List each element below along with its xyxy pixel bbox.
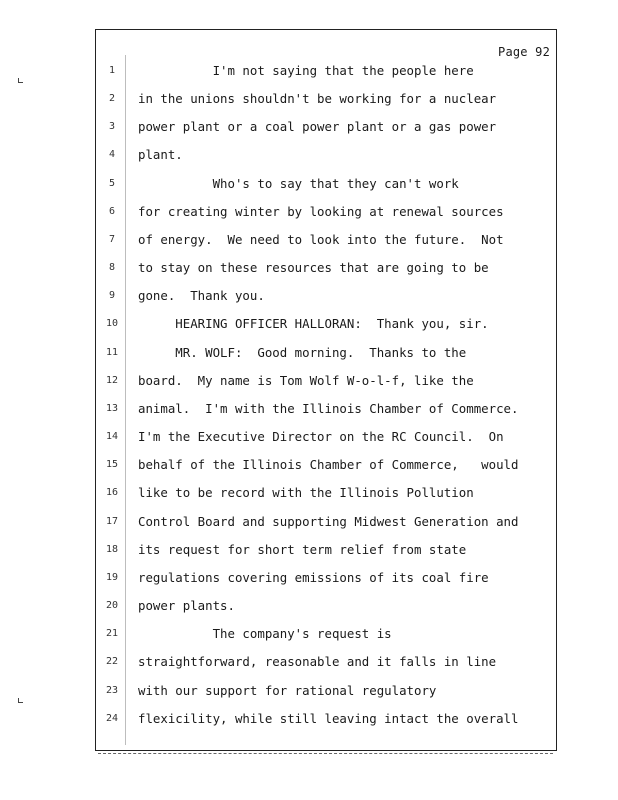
- line-number: 11: [105, 347, 119, 358]
- transcript-line: [95, 542, 555, 562]
- line-number: 12: [105, 375, 119, 386]
- line-text: power plants.: [138, 598, 235, 613]
- line-number: 9: [108, 290, 116, 301]
- line-number: 17: [105, 516, 119, 527]
- line-number: 24: [105, 713, 119, 724]
- transcript-line: [95, 598, 555, 618]
- line-text: of energy. We need to look into the future. Not: [138, 232, 504, 247]
- line-number: 13: [105, 403, 119, 414]
- line-text: regulations covering emissions of its coal fire: [138, 570, 489, 585]
- transcript-line: [95, 176, 555, 196]
- transcript-line: [95, 316, 555, 336]
- line-number: 21: [105, 628, 119, 639]
- line-number: 10: [105, 318, 119, 329]
- transcript-line: [95, 232, 555, 252]
- transcript-line: [95, 204, 555, 224]
- transcript-line: [95, 711, 555, 731]
- line-text: flexicility, while still leaving intact the overall: [138, 711, 519, 726]
- transcript-line: [95, 401, 555, 421]
- transcript-line: [95, 457, 555, 477]
- line-text: I'm not saying that the people here: [138, 63, 474, 78]
- line-text: behalf of the Illinois Chamber of Commerce, would: [138, 457, 519, 472]
- line-text: Who's to say that they can't work: [138, 176, 459, 191]
- line-number: 2: [108, 93, 116, 104]
- transcript-line: [95, 119, 555, 139]
- line-number: 14: [105, 431, 119, 442]
- line-number: 4: [108, 149, 116, 160]
- line-text: for creating winter by looking at renewal sources: [138, 204, 504, 219]
- line-text: plant.: [138, 147, 183, 162]
- scan-speck: [18, 698, 23, 703]
- line-number: 19: [105, 572, 119, 583]
- line-text: Control Board and supporting Midwest Generation and: [138, 514, 519, 529]
- transcript-body: [95, 63, 557, 739]
- line-text: HEARING OFFICER HALLORAN: Thank you, sir.: [138, 316, 489, 331]
- line-text: The company's request is: [138, 626, 392, 641]
- transcript-line: [95, 260, 555, 280]
- scan-speck: [18, 78, 23, 83]
- transcript-line: [95, 63, 555, 83]
- line-text: board. My name is Tom Wolf W-o-l-f, like the: [138, 373, 474, 388]
- transcript-line: [95, 147, 555, 167]
- transcript-line: [95, 485, 555, 505]
- page-number: Page 92: [498, 45, 550, 59]
- transcript-line: [95, 654, 555, 674]
- line-number: 15: [105, 459, 119, 470]
- transcript-line: [95, 429, 555, 449]
- line-number: 7: [108, 234, 116, 245]
- transcript-line: [95, 91, 555, 111]
- line-number: 20: [105, 600, 119, 611]
- line-text: to stay on these resources that are going to be: [138, 260, 489, 275]
- line-text: with our support for rational regulatory: [138, 683, 437, 698]
- line-text: straightforward, reasonable and it falls in line: [138, 654, 497, 669]
- line-text: like to be record with the Illinois Pollution: [138, 485, 474, 500]
- line-text: MR. WOLF: Good morning. Thanks to the: [138, 345, 467, 360]
- line-text: in the unions shouldn't be working for a nuclear: [138, 91, 497, 106]
- transcript-line: [95, 683, 555, 703]
- line-text: power plant or a coal power plant or a gas power: [138, 119, 497, 134]
- line-text: I'm the Executive Director on the RC Council. On: [138, 429, 504, 444]
- line-number: 6: [108, 206, 116, 217]
- bottom-scan-edge: [98, 753, 553, 754]
- transcript-line: [95, 345, 555, 365]
- line-number: 8: [108, 262, 116, 273]
- line-number: 5: [108, 178, 116, 189]
- transcript-line: [95, 373, 555, 393]
- line-text: its request for short term relief from state: [138, 542, 467, 557]
- line-number: 1: [108, 65, 116, 76]
- line-number: 22: [105, 656, 119, 667]
- transcript-line: [95, 570, 555, 590]
- line-number: 23: [105, 685, 119, 696]
- transcript-line: [95, 626, 555, 646]
- transcript-line: [95, 514, 555, 534]
- line-text: animal. I'm with the Illinois Chamber of Commerce.: [138, 401, 519, 416]
- line-text: gone. Thank you.: [138, 288, 265, 303]
- line-number: 18: [105, 544, 119, 555]
- line-number: 16: [105, 487, 119, 498]
- transcript-line: [95, 288, 555, 308]
- line-number: 3: [108, 121, 116, 132]
